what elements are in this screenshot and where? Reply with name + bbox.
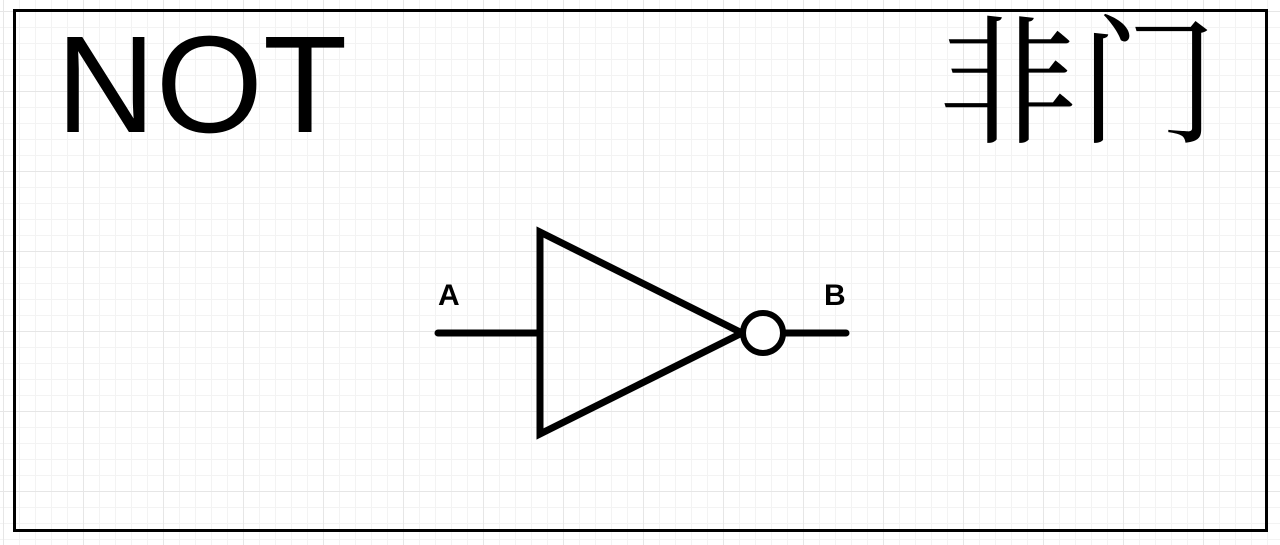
- gate-triangle: [540, 232, 742, 434]
- title-english: NOT: [56, 8, 348, 162]
- inversion-bubble: [743, 313, 783, 353]
- input-label: A: [438, 279, 460, 312]
- title-chinese: 非门: [938, 3, 1219, 166]
- output-label: B: [824, 279, 846, 312]
